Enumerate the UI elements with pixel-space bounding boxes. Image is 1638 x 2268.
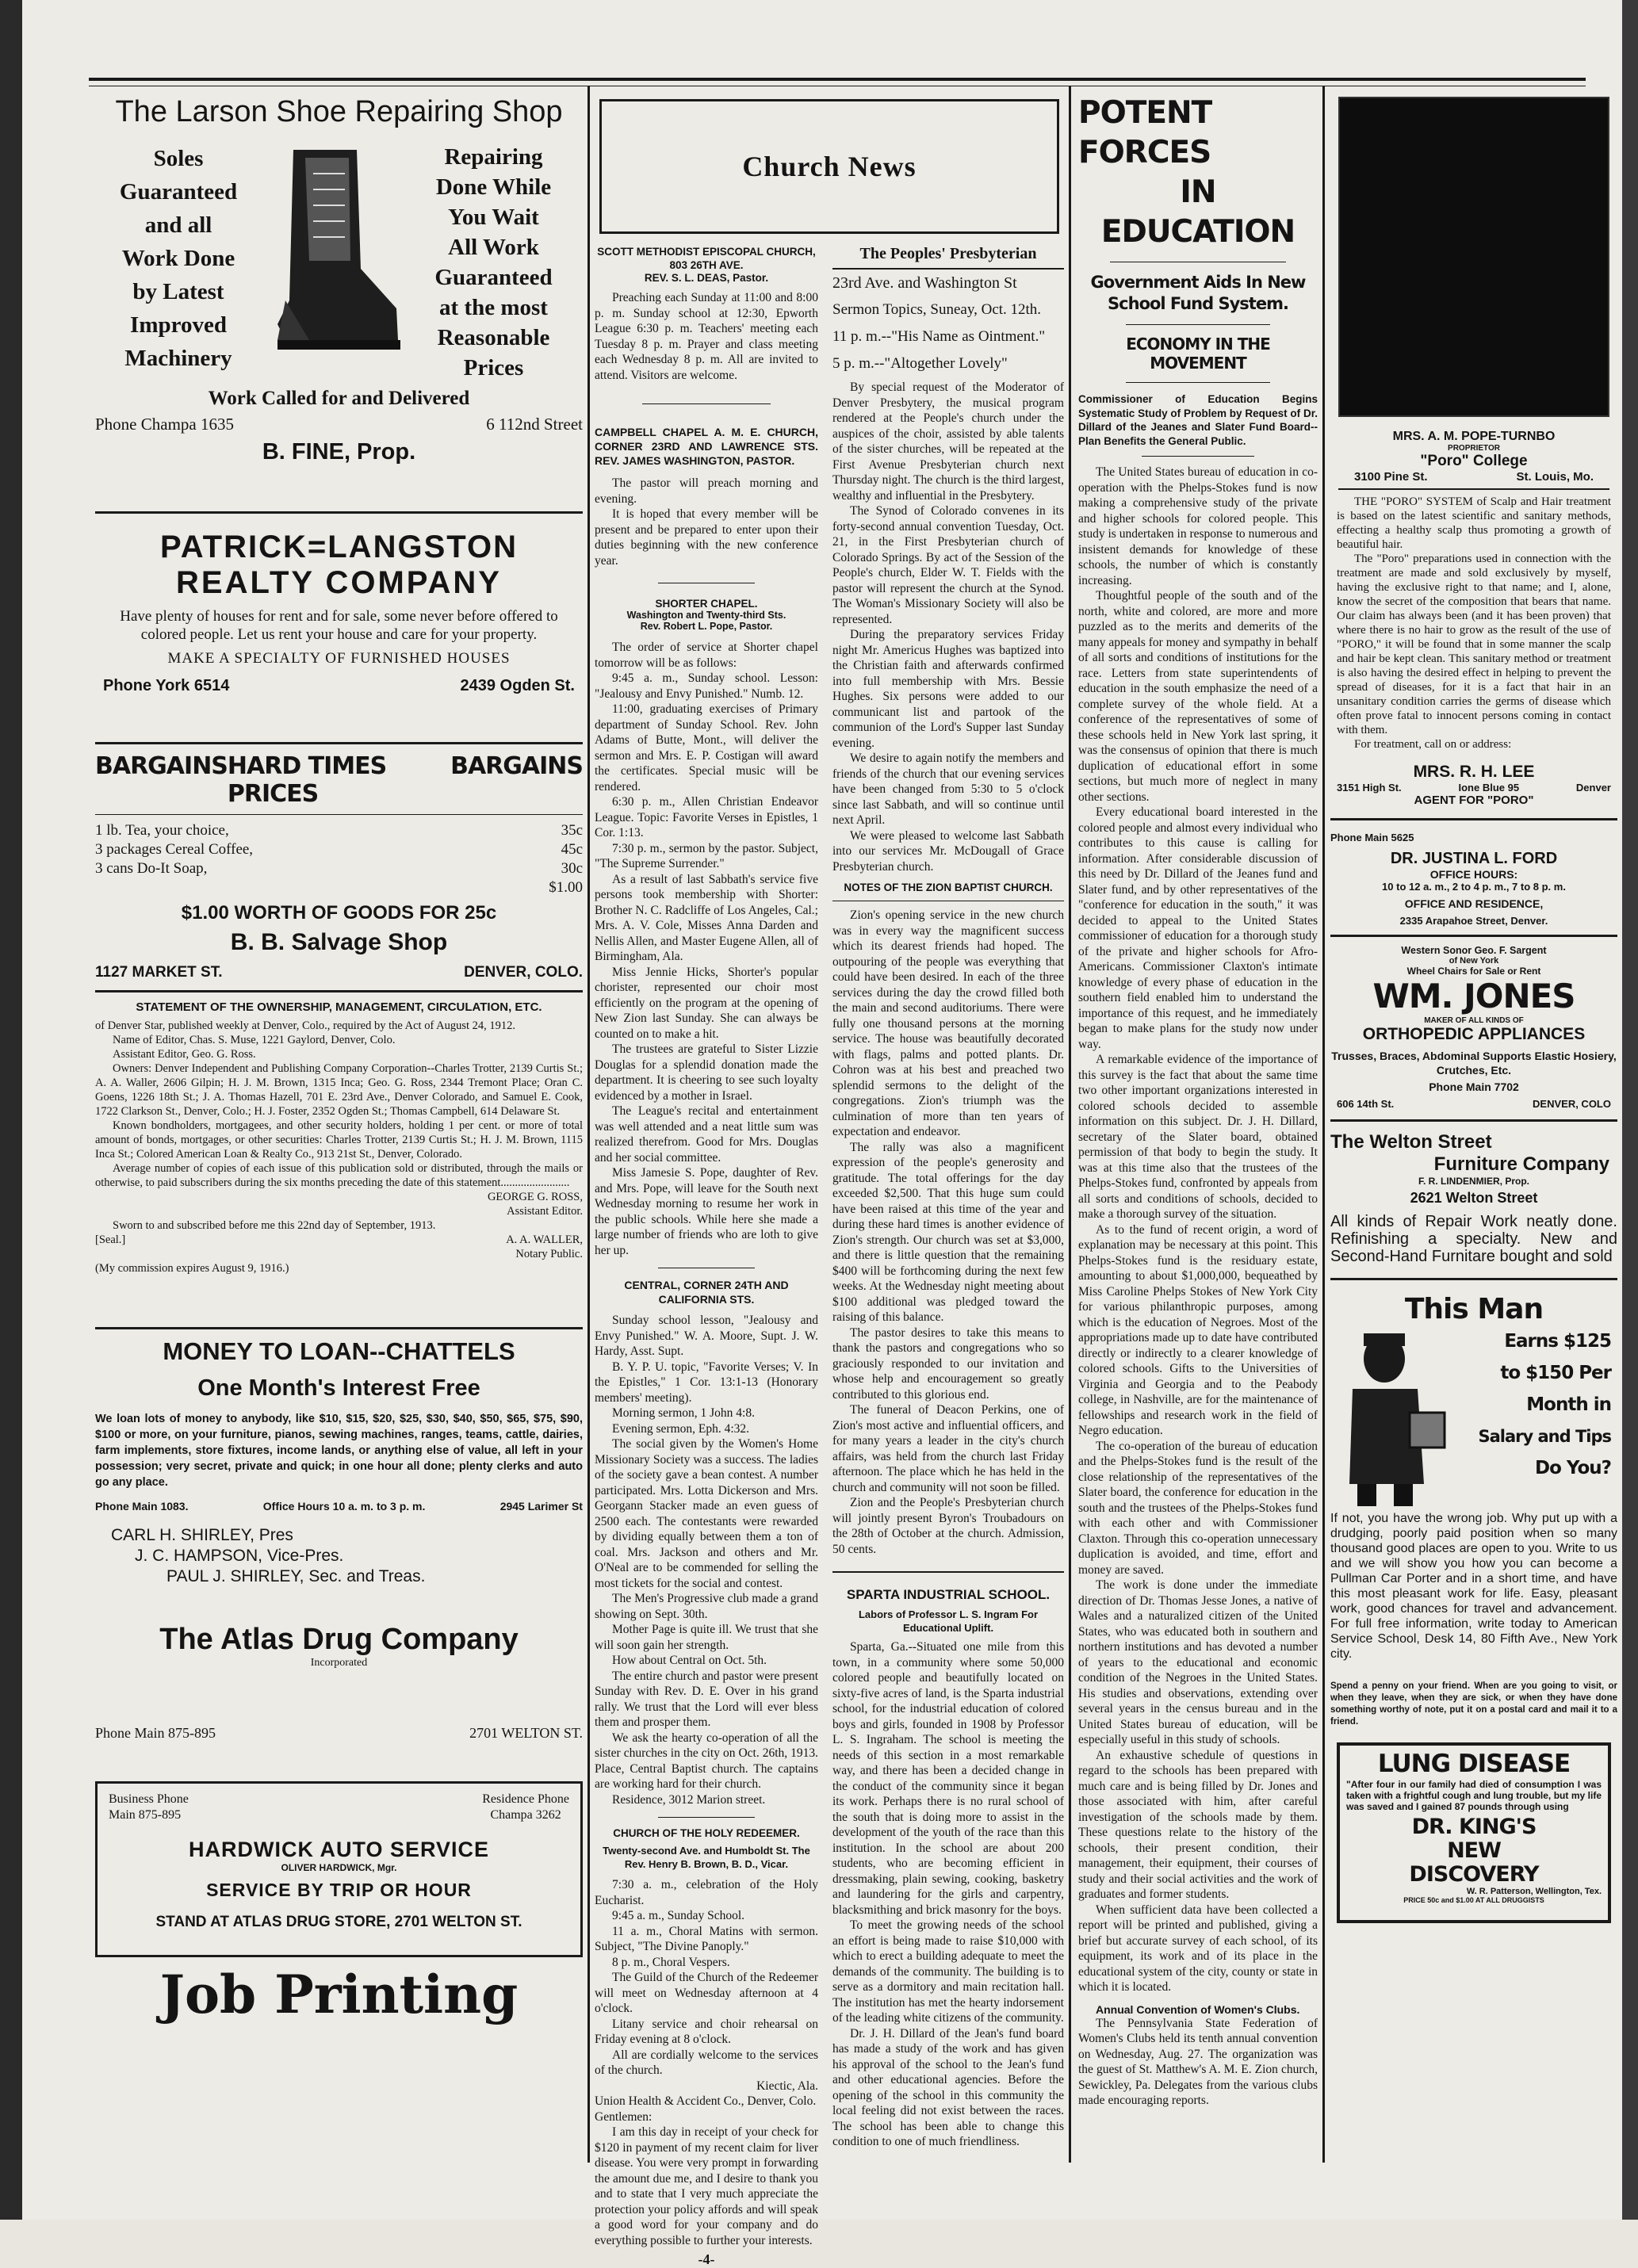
money-subtitle: One Month's Interest Free [197, 1375, 480, 1401]
central-paragraph: Sunday school lesson, "Jealousy and Envy Punished." W. A. Moore, Supt. J. W. Hardy, Asst. Supt. [595, 1314, 818, 1358]
letter-greeting: Gentlemen: [595, 2109, 653, 2124]
officer: J. C. HAMPSON, Vice-Pres. [135, 1547, 344, 1565]
jones-makers: MAKER OF ALL KINDS OF [1424, 1016, 1524, 1025]
shorter-paragraph: The order of service at Shorter chapel tomorrow will be as follows: [595, 641, 818, 670]
poro-college: "Poro" College [1420, 453, 1528, 469]
welton-title2: Furniture Company [1433, 1153, 1609, 1175]
divider [1126, 324, 1270, 325]
lung-brand3: DISCOVERY [1409, 1862, 1539, 1887]
welton-furniture-ad [1330, 1131, 1617, 1265]
statement-paragraph: Name of Editor, Chas. S. Muse, 1221 Gaylord, Denver, Colo. [113, 1034, 396, 1046]
sparta-paragraph: Sparta, Ga.--Situated one mile from this town, in a community where some 50,000 colored people and beautifully located on sixty-five acres of land, is the Sparta industrial school, for the industrial education of colored boys and girls, founded in 1908 by Professor L. S. Ingraham. The school is meeting the needs of this section in a most remarkable way, and there has been a decided change in the conduct of the community since it began its work. Perhaps there is no rural school of the south that is doing more to assist in the development of the youth of the race than this institution. In the school are about 200 students, who are becoming efficient in dressmaking, plain sewing, cooking, basketry and laundering for the girls and carpentry, blacksmithing and brick masonry for the boys. [832, 1640, 1064, 1917]
atlas-incorporated: Incorporated [310, 1657, 368, 1669]
ford-office: OFFICE AND RESIDENCE, [1404, 897, 1544, 910]
holy-paragraph: 9:45 a. m., Sunday School. [612, 1909, 745, 1922]
holy-head: CHURCH OF THE HOLY REDEEMER. [613, 1827, 800, 1839]
central-paragraph: How about Central on Oct. 5th. [612, 1654, 767, 1667]
divider [832, 268, 1064, 270]
patrick-specialty: MAKE A SPECIALTY OF FURNISHED HOUSES [167, 650, 511, 667]
scott-pastor: REV. S. L. DEAS, Pastor. [644, 272, 769, 284]
poro-address: 3100 Pine St. [1354, 470, 1428, 484]
agent-address: 3151 High St. [1337, 782, 1402, 794]
presby-paragraph: During the preparatory services Friday night Mr. Americus Hughes was baptized into the Christian faith and afterwards confirmed into full membership with Mrs. Bessie Hughes. Six persons were added to our communicant list and partook of the communion of the Lord's Supper last Sunday evening. [832, 628, 1064, 750]
statement-paragraph: Known bondholders, mortgagees, and other security holders, holding 1 per cent. or more of total amount of bonds, mortgages, or other securities: Charles Trotter, 2139 Curtis St.; H. J. M. Brown, 1115 Inca St.; Colored American Loan & Realty Co., 913 21st St., Denver, Colorado. [95, 1119, 583, 1161]
thisman-title: This Man [1404, 1293, 1544, 1325]
larson-right-list [404, 142, 583, 383]
potent-paragraph: A remarkable evidence of the importance of this survey is the fact that about the same time two other important organizations interested in colored schools decided to assemble information on this subject. Dr. J. H. Dillard, secretary of the Slater board, obtained permission of that body to begin the study. It was at this time also that the trustees of the Phelps-Stokes fund, confronted by appeals from all sorts and conditions of schools, decided to make a thorough survey of the situation. [1078, 1053, 1318, 1221]
presby-topic: 11 p. m.--"His Name as Ointment." [832, 328, 1046, 345]
lung-quote: "After four in our family had died of consumption I was taken with a frightful cough and lung trouble, but my life was saved and I gained 87 pounds through using [1346, 1779, 1602, 1812]
holy-paragraph: 11 a. m., Choral Matins with sermon. Subject, "The Divine Panoply." [595, 1924, 818, 1953]
atlas-name: The Atlas Drug Company [159, 1623, 519, 1656]
larson-left-line: Machinery [124, 346, 232, 371]
bargains-head-right: BARGAINS [450, 752, 583, 780]
sparta-head: SPARTA INDUSTRIAL SCHOOL. [846, 1587, 1051, 1602]
statement-paragraph: of Denver Star, published weekly at Denver, Colo., required by the Act of August 24, 1912. [95, 1019, 515, 1032]
larson-left-line: and all [144, 212, 212, 238]
bargains-shop: B. B. Salvage Shop [230, 929, 448, 955]
divider [1142, 456, 1254, 457]
divider [832, 1571, 1064, 1573]
porter-illustration [1330, 1325, 1449, 1508]
patrick-phone: Phone York 6514 [103, 677, 230, 694]
hardwick-service: SERVICE BY TRIP OR HOUR [206, 1880, 472, 1900]
thisman-penny: Spend a penny on your friend. When are you going to visit, or when they leave, when they are sick, or when they have done something worthy of note, put it on a postal card and mail it to a friend. [1330, 1681, 1617, 1727]
hardwick-stand: STAND AT ATLAS DRUG STORE, 2701 WELTON ST. [155, 1914, 522, 1930]
larson-right-line: Done While [435, 174, 552, 200]
atlas-address: 2701 WELTON ST. [469, 1725, 583, 1741]
larson-right-line: You Wait [448, 205, 539, 230]
lung-brand2: NEW [1447, 1838, 1501, 1863]
column-potent-forces [1078, 94, 1318, 2155]
agent-city: Denver [1575, 782, 1611, 794]
scott-head: SCOTT METHODIST EPISCOPAL CHURCH, 803 26TH AVE. [597, 246, 816, 271]
larson-left-line: Work Done [121, 246, 235, 271]
agent-box: Ione Blue 95 [1458, 782, 1520, 794]
statement-sig1: GEORGE G. ROSS, [487, 1191, 583, 1203]
statement-sig2b: Notary Public. [515, 1248, 583, 1260]
shorter-paragraph: 7:30 p. m., sermon by the pastor. Subject, "The Supreme Surrender." [595, 841, 818, 870]
lung-price: PRICE 50c and $1.00 AT ALL DRUGGISTS [1403, 1896, 1544, 1904]
poro-paragraph: THE "PORO" SYSTEM of Scalp and Hair treatment is based on the latest scientific and sanitary methods, effecting a healthy scalp thus promoting a growth of beautiful hair. [1337, 495, 1611, 551]
earns-line: Earns $125 [1504, 1331, 1611, 1352]
agent-name: MRS. R. H. LEE [1413, 763, 1535, 781]
bargain-item-price: 45c [561, 841, 583, 858]
holy-paragraph: Litany service and choir rehearsal on Friday evening at 8 o'clock. [595, 2017, 818, 2046]
hardwick-name: HARDWICK AUTO SERVICE [188, 1838, 490, 1861]
zion-paragraph: The rally was also a magnificent expression of the people's generosity and gratitude. The total offerings for the day exceeded $2,500. That this huge sum could have been raised at this time of the year and during these hard times is another evidence of Zion's strength. Our church was set at $3,000, and there is little question that the remaining $400 will be forthcoming during the next few weeks. At the Wednesday night meeting about $100 additional was pledged toward the raising of this balance. [832, 1140, 1064, 1324]
presby-paragraph: We desire to again notify the members and friends of the church that our evening services have been changed from 5:30 to 5 o'clock since last Sabbath, and will so continue until next April. [832, 752, 1064, 827]
larson-right-line: Repairing [444, 144, 543, 170]
patrick-text: Have plenty of houses for rent and for sale, some never before offered to colored people. Let us rent your house and care for your property. [120, 608, 558, 643]
bargain-item-price: 35c [561, 822, 583, 839]
patrick-line1: PATRICK=LANGSTON [160, 530, 518, 564]
church-news-title: Church News [742, 151, 917, 182]
hardwick-bphone: Main 875-895 [109, 1808, 182, 1822]
atlas-phone: Phone Main 875-895 [95, 1725, 216, 1741]
statement-seal: [Seal.] [95, 1233, 126, 1246]
right-scan-edge [1622, 0, 1638, 2220]
earns-line: Do You? [1535, 1458, 1611, 1478]
potent-deck1: Government Aids In New School Fund System. [1090, 273, 1306, 313]
central-paragraph: Residence, 3012 Marion street. [612, 1792, 766, 1807]
patrick-line2: REALTY COMPANY [176, 565, 502, 600]
ford-name: DR. JUSTINA L. FORD [1390, 850, 1558, 867]
presby-paragraph: We were pleased to welcome last Sabbath into our services Mr. McDougall of Grace Presbyterian church. [832, 828, 1064, 874]
bargain-item-name: 3 cans Do-It Soap, [95, 860, 208, 877]
divider [95, 814, 583, 815]
church-news-header [599, 99, 1059, 234]
officer: CARL H. SHIRLEY, Pres [111, 1526, 293, 1544]
shorter-paragraph: 11:00, graduating exercises of Primary department of Sunday School. Rev. John Adams of Butte, Mont., will deliver the sermon and Mrs. E. P. Costigan will award the certificates. Special music will be rendered. [595, 702, 818, 794]
thisman-earns [1449, 1325, 1617, 1508]
shorter-paragraph: Miss Jennie Hicks, Shorter's popular chorister, represented our choir most efficiently on the program at the opening of New Zion last Sunday. She can always be counted on to make a hit. [595, 965, 818, 1041]
bargains-address: 1127 MARKET ST. [95, 964, 223, 981]
campbell-paragraph: It is hoped that every member will be present and be prepared to enter upon their duties beginning with the new conference year. [595, 507, 818, 568]
annual-head: Annual Convention of Women's Clubs. [1096, 2002, 1300, 2016]
gutter-rule-3 [1322, 86, 1325, 2163]
gutter-rule-2 [1069, 86, 1071, 2163]
divider [1330, 935, 1617, 937]
presby-title: The Peoples' Presbyterian [859, 245, 1037, 262]
hardwick-bphone-label: Business Phone [109, 1792, 189, 1806]
letter-place: Kiectic, Ala. [756, 2079, 818, 2093]
top-rule [89, 78, 1586, 81]
patrick-langston-ad [95, 530, 583, 734]
church-news-col-a [595, 245, 818, 2268]
bargains-deal: $1.00 WORTH OF GOODS FOR 25c [181, 902, 497, 924]
gutter-rule-1 [587, 86, 590, 2163]
potent-title1: POTENT FORCES [1078, 95, 1212, 170]
presby-address: 23rd Ave. and Washington St [832, 274, 1017, 292]
divider [1330, 1119, 1617, 1122]
bargains-head-mid: HARD TIMES PRICES [227, 752, 387, 808]
central-paragraph: B. Y. P. U. topic, "Favorite Verses; V. In the Epistles," 1 Cor. 13:1-13 (Honorary members' meeting). [595, 1360, 818, 1405]
money-title: MONEY TO LOAN--CHATTELS [163, 1337, 515, 1365]
money-to-loan-ad [95, 1337, 583, 1615]
boot-illustration [262, 142, 404, 380]
lung-title: LUNG DISEASE [1377, 1750, 1571, 1778]
statement-paragraph: Average number of copies of each issue of this publication sold or distributed, through the mails or otherwise, to paid subscribers during the six months preceding the date of this statement........................ [95, 1162, 583, 1189]
sparta-sub: Labors of Professor L. S. Ingram For Educational Uplift. [858, 1608, 1039, 1634]
column-church-news [595, 91, 1064, 2267]
shorter-sub: Washington and Twenty-third Sts. [626, 610, 786, 621]
bargain-item-name: 3 packages Cereal Coffee, [95, 841, 254, 858]
divider [95, 1327, 583, 1329]
ownership-statement [95, 1000, 583, 1319]
job-printing: Job Printing [159, 1964, 519, 2025]
zion-paragraph: The pastor desires to take this means to thank the pastors and congregations who so graciously responded to our invitation and whose help and encouragement so greatly contributed to this glorious end. [832, 1325, 1064, 1402]
shorter-paragraph: 6:30 p. m., Allen Christian Endeavor League. Topic: Favorite Verses in Epistles, 1 Cor. 1:13. [595, 795, 818, 840]
statement-title: STATEMENT OF THE OWNERSHIP, MANAGEMENT, CIRCULATION, ETC. [136, 1000, 542, 1014]
welton-address: 2621 Welton Street [1410, 1190, 1538, 1206]
jones-top1: Western Sonor Geo. F. Sargent [1401, 945, 1547, 956]
larson-title: The Larson Shoe Repairing Shop [115, 95, 563, 128]
holy-paragraph: The Guild of the Church of the Redeemer will meet on Wednesday afternoon at 4 o'clock. [595, 1971, 818, 2015]
column-advertisements-right [1330, 89, 1617, 2158]
ford-phone: Phone Main 5625 [1330, 832, 1414, 843]
potent-paragraph: An exhaustive schedule of questions in regard to the schools has been prepared with much care and is being filled by Dr. Jones and those associated with him, after careful investigation of the schools made by them. These questions relate to the history of the schools, their present condition, their management, their equipment, their courses of study and their social activities and the work of graduates and former students. [1078, 1748, 1318, 1901]
zion-paragraph: Zion and the People's Presbyterian church will jointly present Byron's Troubadours on the 28th of October at the church. Admission, 50 cents. [832, 1496, 1064, 1556]
atlas-drug-ad [95, 1623, 583, 1781]
bargain-total: $1.00 [549, 879, 583, 896]
larson-right-line: Reasonable [437, 325, 550, 350]
scott-body: Preaching each Sunday at 11:00 and 8:00 p. m. Sunday school at 12:30, Epworth League 6:30 p. m. Teachers' meeting each Tuesday 8 p. m. Prayer and class meeting each Wednesday 8 p. m. All are invited to attend. Visitors are welcome. [595, 291, 818, 382]
zion-paragraph: Zion's opening service in the new church was in every way the magnificent success which its dearest friends had hoped. The outpouring of the people was everything that could have been desired. In each of the three services during the day the crowd filled both the main and second auditoriums. There were fully one thousand persons at the morning service. The house was beautifully decorated with flags, palms and potted plants. Dr. Cohron was at his best and preached two splendid sermons to the delight of the congregations. Zion's triumph was the culmination of more than ten years of expectation and endeavor. [832, 908, 1064, 1138]
larson-left-line: Improved [130, 312, 227, 338]
larson-address: 6 112nd Street [486, 415, 583, 434]
shorter-head: SHORTER CHAPEL. [655, 598, 758, 610]
campbell-head: CAMPBELL CHAPEL A. M. E. CHURCH, CORNER 23RD AND LAWRENCE STS. REV. JAMES WASHINGTON, PASTOR. [595, 426, 818, 467]
statement-sig1b: Assistant Editor. [507, 1205, 583, 1218]
poro-paragraph: The "Poro" preparations used in connection with the treatment are made and sold exclusively by myself, having the exclusive right to that name; and I, alone, know the secret of the composition that bears that name. Our claim has always been (and it has been proven) that where there is no hair to grow as the result of the use of "PORO," it will be found that in some manner the scalp and hair be kept clean. This sanitary method or treatment is also having the desired effect in helping to prevent the spread of diseases, for it is a fact that hair in an unsanitary condition carries the germs of disease which often prove fatal to innocent persons coming in contact with them. [1337, 553, 1611, 736]
left-scan-edge [0, 0, 22, 2220]
potent-paragraph: The United States bureau of education in co-operation with the Phelps-Stokes fund is now making a comprehensive study of the private and higher schools for colored people. This study is undertaken in response to numerous and insistent demands for knowledge of these schools, the number of which is constantly increasing. [1078, 465, 1318, 587]
jones-top3: Wheel Chairs for Sale or Rent [1406, 966, 1541, 977]
divider [1330, 1278, 1617, 1280]
lung-brand1: DR. KING'S [1411, 1815, 1537, 1839]
presby-paragraph: By special request of the Moderator of Denver Presbytery, the musical program rendered at the People's church under the auspices of the choir, assisted by able talents of the sister churches, will be repeated at the First Avenue Presbyterian church next Thursday night. The church is the third largest, wealthy and influential in the Presbytery. [832, 381, 1064, 503]
central-paragraph: The Men's Progressive club made a grand showing on Sept. 30th. [595, 1592, 818, 1621]
presby-topics: Sermon Topics, Suneay, Oct. 12th. [832, 301, 1042, 318]
earns-line: to $150 Per [1500, 1363, 1611, 1383]
shorter-pastor: Rev. Robert L. Pope, Pastor. [640, 621, 773, 632]
ford-address: 2335 Arapahoe Street, Denver. [1399, 915, 1548, 927]
presby-topic: 5 p. m.--"Altogether Lovely" [832, 355, 1008, 372]
earns-line: Salary and Tips [1478, 1427, 1611, 1446]
holy-paragraph: 8 p. m., Choral Vespers. [612, 1955, 730, 1969]
divider [1330, 818, 1617, 820]
larson-phone: Phone Champa 1635 [95, 415, 234, 434]
bargain-item [95, 821, 583, 840]
church-news-col-b [832, 245, 1064, 2268]
holy-sub: Twenty-second Ave. and Humboldt St. The Rev. Henry B. Brown, B. D., Vicar. [603, 1845, 810, 1870]
lung-sig: W. R. Patterson, Wellington, Tex. [1466, 1887, 1602, 1896]
central-paragraph: The social given by the Women's Home Missionary Society was a success. The ladies of the society gave a bean contest. A number participated. Mrs. Lotta Dickerson and Mrs. Georgann Stacker made an even guess of 2500 each. The contestants were rewarded by dividing equally between them a ton of coal. Mrs. Jackson and others and Mr. O'Neal are to be commended for selling the most tickets for the social and contest. [595, 1437, 818, 1590]
holy-paragraph: 7:30 a. m., celebration of the Holy Eucharist. [595, 1878, 818, 1907]
larson-right-line: Guaranteed [434, 265, 553, 290]
potent-title2: IN EDUCATION [1100, 174, 1295, 250]
bargain-item [95, 859, 583, 878]
page-number: -4- [698, 2251, 715, 2267]
column-advertisements-left [95, 91, 583, 2152]
bargain-item-price: 30c [561, 860, 583, 877]
larson-right-line: All Work [448, 235, 539, 260]
hardwick-mgr: OLIVER HARDWICK, Mgr. [281, 1862, 397, 1873]
shorter-paragraph: As a result of last Sabbath's service five persons took membership with Shorter: Brother N. C. Radcliffe of Los Angeles, Cal.; Mrs. A. V. Cole, Misses Anna Darden and Nellis Allen, and Master Eugene Allen, all of Birmingham, Ala. [595, 872, 818, 963]
thisman-body: If not, you have the wrong job. Why put up with a drudging, poorly paid position when so many thousand good places are open to you. Write to us and we will show you how you can become a Pullman Car Porter and in a short time, and have this most pleasant work for life. Easy, pleasant work, good chances for travel and advancement. For full free information, write today to American Service School, Desk 14, 80 Fifth Ave., New York city. [1330, 1512, 1617, 1661]
statement-commission: (My commission expires August 9, 1916.) [95, 1262, 289, 1275]
bargain-item-name: 1 lb. Tea, your choice, [95, 822, 229, 839]
jones-top2: of New York [1449, 956, 1499, 966]
potent-paragraph: When sufficient data have been collected a report will be printed and published, giving a brief but accurate survey of each school, of its equipment, its work and of its place in the educational system of the city, county or state in which it is located. [1078, 1903, 1318, 1994]
bargains-ad [95, 752, 583, 982]
lung-disease-ad [1337, 1742, 1611, 1923]
potent-paragraph: The work is done under the immediate direction of Dr. Thomas Jesse Jones, a native of Wales and a naturalized citizen of the United States, who was educated both in southern and northern institutions and has devoted a number of years to the educational and economic condition of the Negroes in the United States. His studies and observations, extending over several years in the census bureau and in the United States bureau of education, will be especially useful in this study of schools. [1078, 1578, 1318, 1746]
statement-sworn: Sworn to and subscribed before me this 22nd day of September, 1913. [113, 1219, 436, 1232]
zion-paragraph: The funeral of Deacon Perkins, one of Zion's most active and influential officers, and for many years a leader in the city's church affairs, was held from the church last Friday afternoon. The place which he has held in the church and community will not soon be filled. [832, 1403, 1064, 1494]
jones-city: DENVER, COLO [1533, 1098, 1611, 1110]
larson-left-line: Guaranteed [119, 179, 238, 205]
earns-line: Month in [1526, 1394, 1611, 1415]
ford-hours-label: OFFICE HOURS: [1429, 868, 1518, 881]
central-paragraph: Mother Page is quite ill. We trust that she will soon gain her strength. [595, 1623, 818, 1652]
larson-left-line: by Latest [132, 279, 224, 304]
divider [1126, 382, 1270, 383]
larson-right-line: Prices [463, 355, 524, 381]
money-address: 2945 Larimer St [499, 1500, 583, 1513]
potent-paragraph: Thoughtful people of the south and of the north, white and colored, are more and more puzzled as to the merits and demerits of the many appeals for money and sympathy in behalf of all sorts and conditions of institutions for the race. Letters from state superintendents of education in the south emphasize the need of a complete survey of the whole field. At a conference of the representatives of some of these schools held in New York last spring, it was the consensus of opinion that there is much duplication of educational effort in some sections, but much more of neglect in many other sections. [1078, 589, 1318, 804]
poro-paragraph: For treatment, call on or address: [1354, 738, 1512, 751]
jones-address: 606 14th St. [1337, 1098, 1395, 1110]
poro-owner: MRS. A. M. POPE-TURNBO [1392, 430, 1556, 443]
wm-jones-ad [1330, 945, 1617, 1110]
money-hours: Office Hours 10 a. m. to 3 p. m. [262, 1500, 426, 1513]
shorter-paragraph: Miss Jamesie S. Pope, daughter of Rev. and Mrs. Pope, will leave for the South next Wednesday morning to resume her work in the public schools. While here she made a large number of friends who are loth to give her up. [595, 1166, 818, 1257]
divider [658, 1817, 755, 1818]
campbell-paragraph: The pastor will preach morning and evening. [595, 476, 818, 506]
jones-line: ORTHOPEDIC APPLIANCES [1362, 1025, 1586, 1043]
statement-paragraph: Owners: Denver Independent and Publishing Company Corporation--Charles Trotter, 2139 Curtis St.; A. A. Waller, 2606 Gilpin; H. J. M. Brown, 1315 Inca; Geo. G. Ross, 2344 Tremont Place; Oran C. Goens, 1226 18th St.; J. A. Thomas Hazell, 701 E. 23rd Ave., Denver Colorado, and Samuel E. Cook, 1722 Clarkson St., Denver, Colo.; H. J. Foster, 2352 Ogden St.; Thomas Campbell, 614 Delaware St. [95, 1062, 583, 1118]
central-paragraph: We ask the hearty co-operation of all the sister churches in the city on Oct. 26th, 1913. Place, Central Baptist church. The captains are working hard for their church. [595, 1731, 818, 1791]
jones-items: Trusses, Braces, Abdominal Supports Elastic Hosiery, Crutches, Etc. [1331, 1050, 1617, 1077]
presby-paragraph: The Synod of Colorado convenes in its forty-second annual convention Tuesday, Oct. 21, in the First Presbyterian church of Colorado Springs. By act of the Session of the People's church, Elder W. T. Fields with the pastor will represent the church at the Synod. The Woman's Missionary Society will also be represented. [832, 504, 1064, 626]
poro-proprietor: PROPRIETOR [1448, 444, 1500, 453]
potent-paragraph: As to the fund of recent origin, a word of explanation may be necessary at this point. This Phelps-Stokes fund is the residuary estate, amounting to about $1,000,000, bequeathed by Miss Caroline Phelps Stokes of New York City for various philanthropic purposes, among which is the education of Negroes. Most of the appropriations made up to date have contributed directly or indirectly to a clearer knowledge of colored schools. Gifts to the Universities of Virginia and Georgia and to the Peabody college, in Nashville, are for the maintenance of fellowships and research work in the field of Negro education. [1078, 1222, 1318, 1437]
larson-left-list [95, 142, 262, 383]
this-man-ad [1330, 1293, 1617, 1728]
central-paragraph: Morning sermon, 1 John 4:8. [612, 1406, 755, 1420]
potent-paragraph: The co-operation of the bureau of education and the Phelps-Stokes fund is the result of the close relationship of the representatives of the Slater board, the conference for education in the south and the trustees of the Phelps-Stokes fund with each other and with Commissioner Claxton. Through this co-operation unnecessary duplication is avoided, and time, effort and money are saved. [1078, 1439, 1318, 1577]
statement-sig2: A. A. WALLER, [506, 1233, 583, 1246]
officer: PAUL J. SHIRLEY, Sec. and Treas. [166, 1567, 426, 1585]
sparta-paragraph: Dr. J. H. Dillard of the Jean's fund board has made a study of the work and has given his approval of the school to the Jean's fund and other educational agencies. Before the opening of the school in this community the local feeling did not exist between the races. The school has been able to change this condition to one of much friendliness. [832, 2026, 1064, 2148]
divider [95, 990, 583, 992]
jones-phone: Phone Main 7702 [1429, 1080, 1519, 1093]
welton-text: All kinds of Repair Work neatly done. Refinishing a specialty. New and Second-Hand Furnitare bought and sold [1330, 1213, 1617, 1265]
hardwick-auto-ad [95, 1781, 583, 1957]
welton-prop: F. R. LINDENMIER, Prop. [1418, 1176, 1529, 1187]
holy-paragraph: All are cordially welcome to the services of the church. [595, 2048, 818, 2077]
larson-left-line: Soles [153, 146, 204, 171]
dr-ford-ad [1330, 832, 1617, 927]
larson-right-line: at the most [439, 295, 548, 320]
statement-paragraph: Assistant Editor, Geo. G. Ross. [113, 1048, 256, 1061]
money-phone: Phone Main 1083. [95, 1500, 189, 1513]
bargains-head-left: BARGAINS [95, 752, 228, 780]
shorter-paragraph: The League's recital and entertainment was well attended and a neat little sum was realized therefrom. Good for Mrs. Douglas and her social committee. [595, 1104, 818, 1165]
portrait-photo [1338, 97, 1609, 417]
central-paragraph: The entire church and pastor were present Sunday with Rev. D. E. Over in his grand rally. We trust that the Lord will ever bless them and prosper them. [595, 1669, 818, 1729]
shorter-paragraph: 9:45 a. m., Sunday school. Lesson: "Jealousy and Envy Punished." Numb. 12. [595, 671, 818, 701]
sparta-paragraph: To meet the growing needs of the school an effort is being made to raise $10,000 with which to erect a building adequate to meet the demands of the community. The building is to serve as a dormitory and main recitation hall. The institution has met the hearty indorsement of the leading white citizens of the community. [832, 1918, 1064, 2025]
potent-paragraph: Every educational board interested in the colored people and almost every individual who contributes to this cause is calling for information. After considerable discussion of this need by Dr. Dillard of the Jeanes fund and Slater fund, and by other representatives of the "conference for education in the south," it was decided to appeal to the United States commissioner of education for a thorough study of the private and higher schools for Afro-Americans. Commissioner Claxton's intimate knowledge of every phase of education in the southern field enabled him to understand the importance of this request, and he immediately began to make plans for the study now under way. [1078, 805, 1318, 1051]
potent-summary: Commissioner of Education Begins Systematic Study of Problem by Request of Dr. Dillard of the Jeanes and Slater Fund Board--Plan Benefits the General Public. [1078, 393, 1318, 447]
welton-title1: The Welton Street [1330, 1131, 1492, 1153]
potent-deck2: ECONOMY IN THE MOVEMENT [1126, 335, 1270, 373]
jones-name: WM. JONES [1372, 977, 1575, 1015]
larson-called: Work Called for and Delivered [208, 388, 470, 409]
divider [642, 403, 771, 404]
letter-to: Union Health & Accident Co., Denver, Colo. [595, 2094, 817, 2108]
larson-shoe-ad [95, 91, 583, 503]
poro-city: St. Louis, Mo. [1516, 470, 1594, 484]
money-officers [95, 1525, 583, 1587]
bargains-items [95, 821, 583, 897]
poro-ad [1330, 97, 1617, 807]
hardwick-rphone: Champa 3262 [490, 1808, 561, 1822]
hardwick-rphone-label: Residence Phone [482, 1792, 569, 1806]
zion-head: NOTES OF THE ZION BAPTIST CHURCH. [844, 882, 1053, 893]
larson-prop: B. FINE, Prop. [262, 439, 416, 465]
bargain-item [95, 840, 583, 859]
central-head: CENTRAL, CORNER 24TH AND CALIFORNIA STS. [624, 1279, 789, 1306]
bargains-city: DENVER, COLO. [464, 964, 583, 981]
central-paragraph: Evening sermon, Eph. 4:32. [612, 1421, 750, 1436]
annual-body: The Pennsylvania State Federation of Women's Clubs held its tenth annual convention on Wednesday, Aug. 27. The organization was the guest of St. Matthew's A. M. E. Zion church, Sewickley, Pa. Delegates from the various clubs made encouraging reports. [1078, 2016, 1318, 2107]
divider [95, 742, 583, 744]
patrick-address: 2439 Ogden St. [460, 677, 575, 694]
shorter-paragraph: The trustees are grateful to Sister Lizzie Douglas for a splendid donation made the department. It is cheering to see such loyalty evidenced by a mother in Israel. [595, 1042, 818, 1103]
ford-hours: 10 to 12 a. m., 2 to 4 p. m., 7 to 8 p. m. [1382, 881, 1566, 893]
divider [1338, 488, 1609, 490]
letter-body: I am this day in receipt of your check for $120 in payment of my recent claim for liver disease. You were very prompt in forwarding the amount due me, and I desire to thank you and to state that I very much appreciate the protection your policy affords and will speak a good word for your company and do everything possible to further your interests. [595, 2125, 818, 2247]
agent-title: AGENT FOR "PORO" [1414, 794, 1534, 807]
divider [95, 511, 583, 514]
money-text: We loan lots of money to anybody, like $10, $15, $20, $25, $30, $40, $50, $65, $75, $90, $100 or more, on your furniture, pianos, sewing machines, ranges, teams, cattle, dairies, farm implements, store fixtures, income lands, or anything else of value, all left in your possession; very secret, private and quick; in one hour all done; plenty clerks and auto go any place. [95, 1413, 583, 1489]
